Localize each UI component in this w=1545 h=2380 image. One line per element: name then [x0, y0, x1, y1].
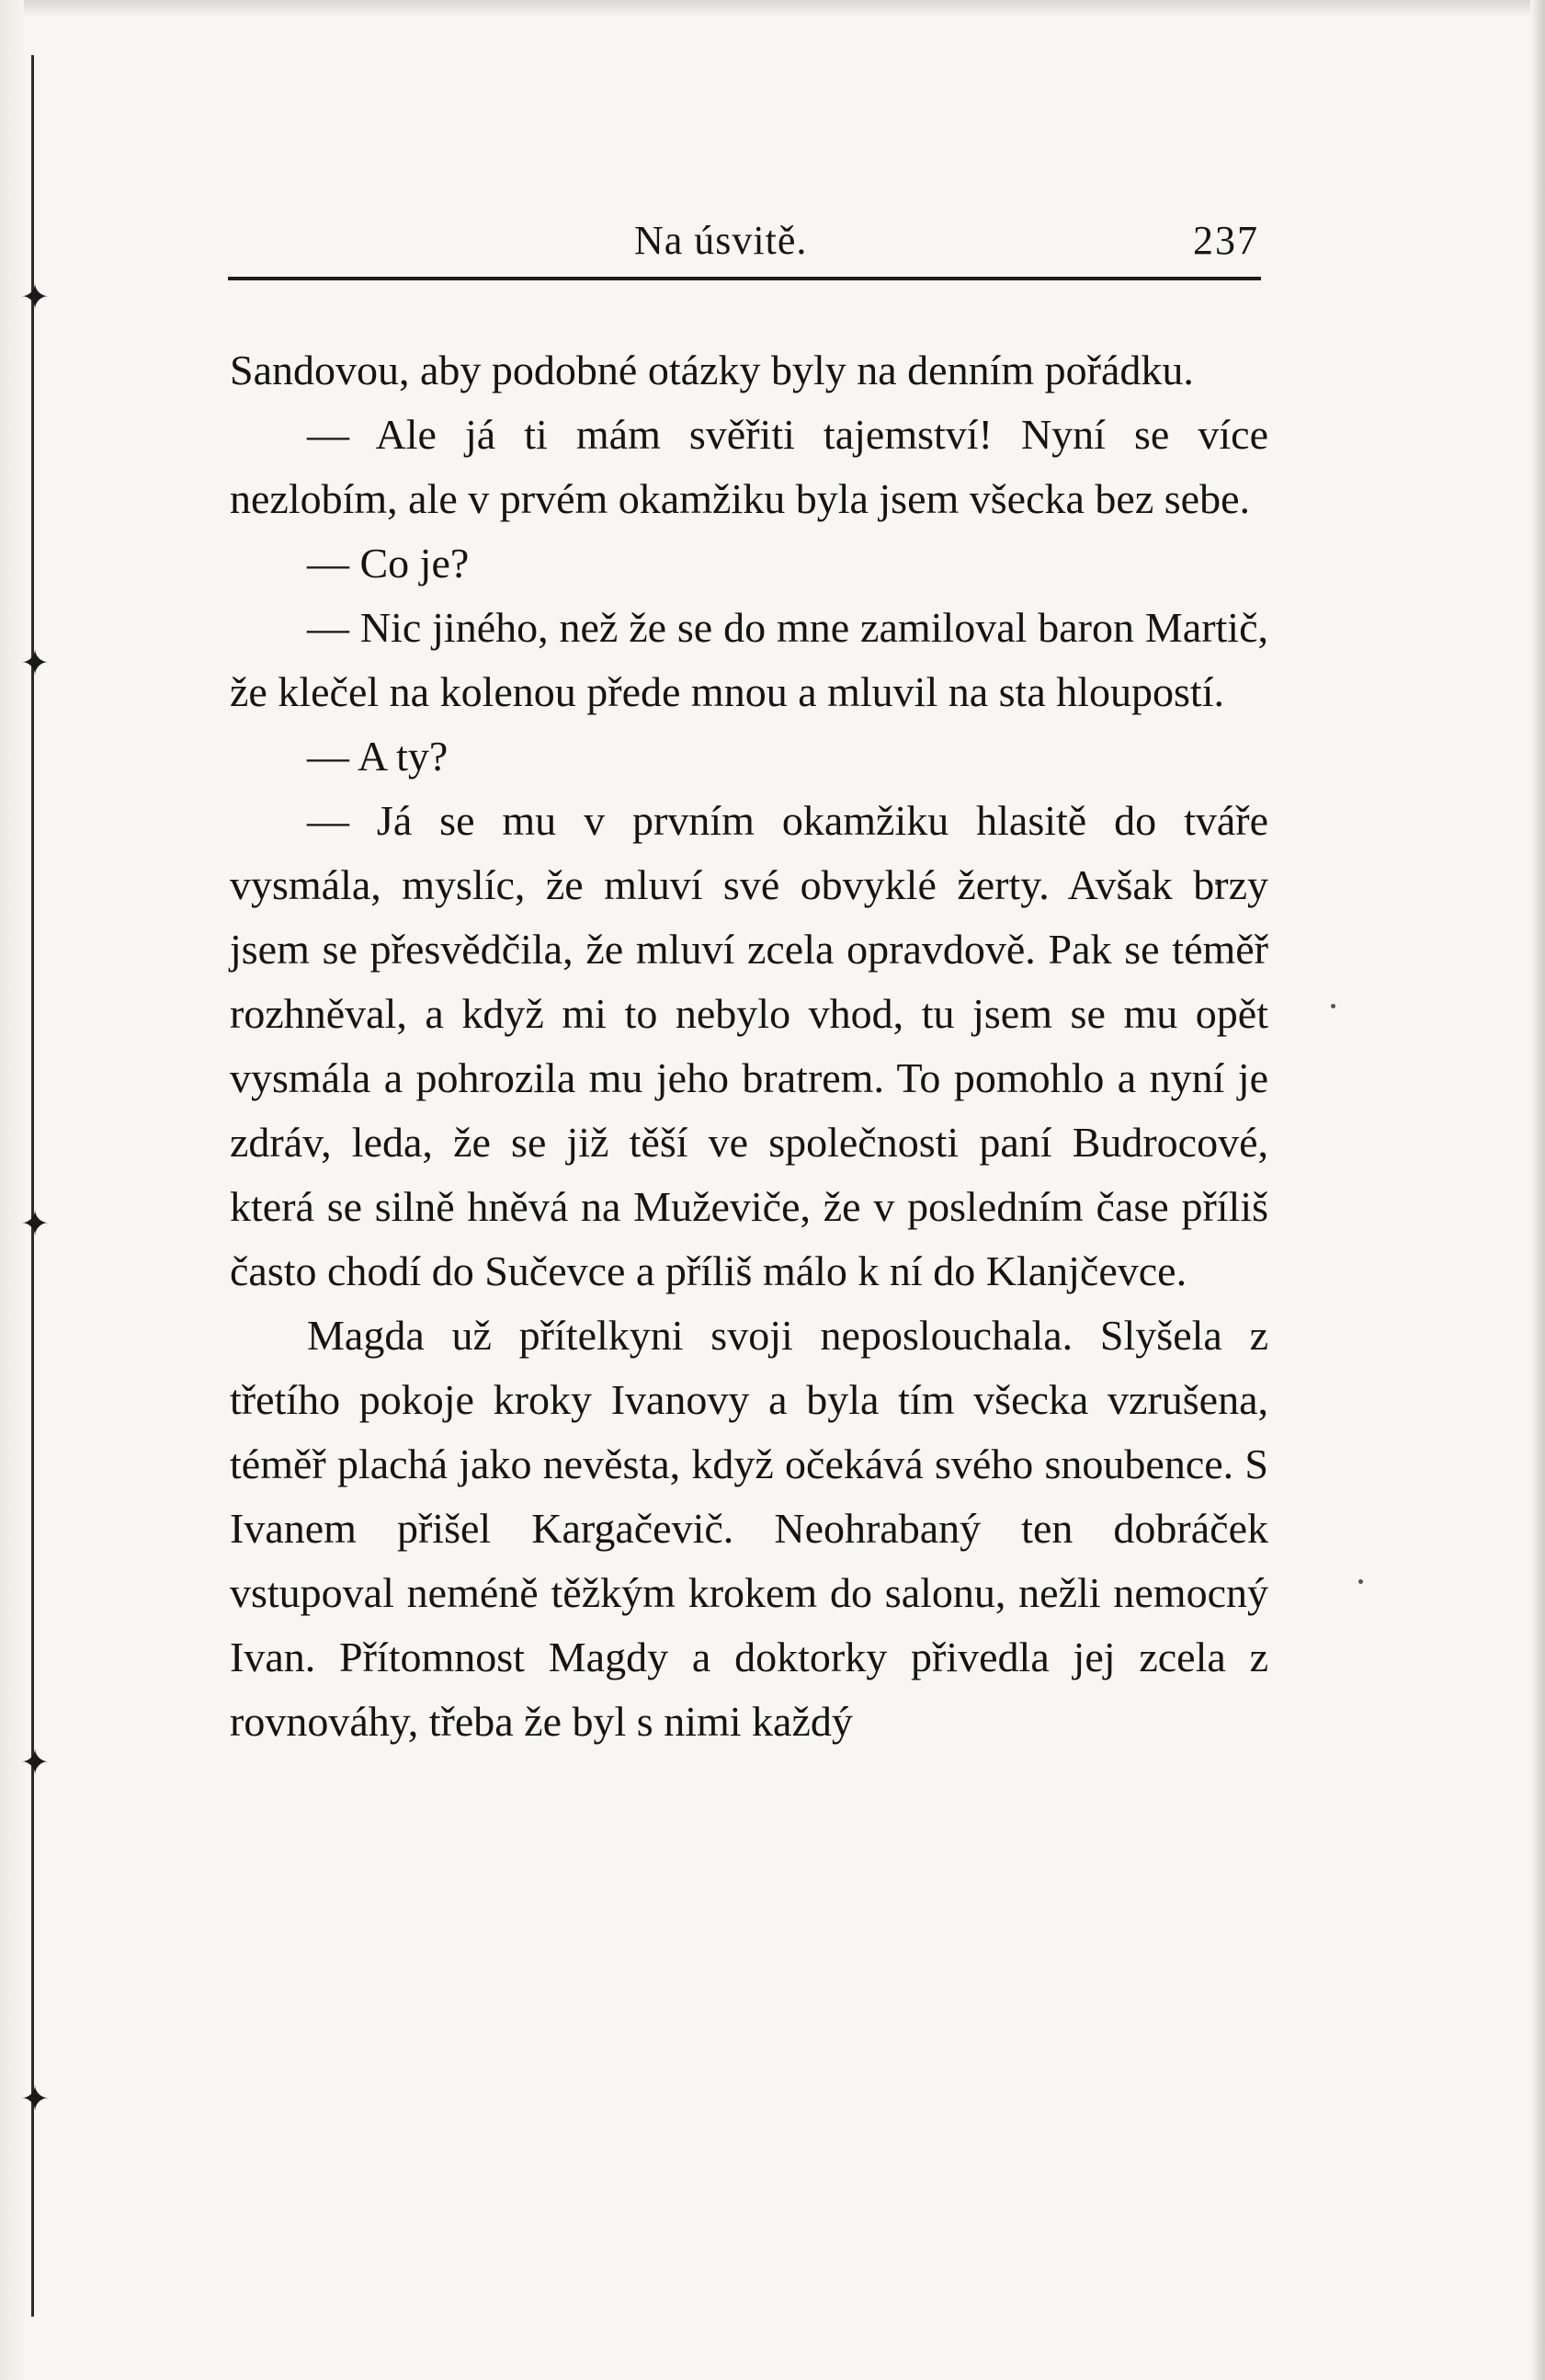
paragraph: — Nic jiného, než že se do mne zamiloval baron Martič, že klečel na kolenou přede mnou a mluvil na sta hloupostí.	[230, 604, 1268, 715]
running-title: Na úsvitě.	[634, 218, 808, 263]
margin-mark-icon: ✦	[20, 1203, 50, 1244]
margin-mark-icon: ✦	[20, 643, 50, 683]
header-rule	[228, 277, 1261, 280]
margin-mark-icon: ✦	[20, 1742, 50, 1782]
running-header	[230, 210, 1259, 276]
margin-mark-icon: ✦	[20, 277, 50, 317]
body-text	[230, 338, 1268, 1754]
page-right-edge	[1530, 0, 1545, 2380]
binding-line	[31, 55, 34, 2317]
paper-speck	[1331, 1004, 1335, 1008]
binding-edge	[0, 0, 24, 2380]
paragraph: Magda už přítelkyni svoji neposlouchala. Slyšela z třetího pokoje kroky Ivanovy a byla tím všecka vzrušena, téměř plachá jako nevěsta, když očekává svého snoubence. S Ivanem přišel Kargačevič. Neohrabaný ten dobráček vstupoval neméně těžkým krokem do salonu, nežli nemocný Ivan. Přítomnost Magdy a doktorky přivedla jej zcela z rovnováhy, třeba že byl s nimi každý	[230, 1312, 1268, 1745]
paragraph: Sandovou, aby podobné otázky byly na denním pořádku.	[230, 347, 1194, 393]
paragraph: — Co je?	[307, 540, 470, 586]
page-top-edge	[0, 0, 1545, 17]
paragraph: — Já se mu v prvním okamžiku hlasitě do tváře vysmála, myslíc, že mluví své obvyklé žerty. Avšak brzy jsem se přesvědčila, že mluví zcela opravdově. Pak se téměř rozhněval, a když mi to nebylo vhod, tu jsem se mu opět vysmála a pohrozila mu jeho bratrem. To pomohlo a nyní je zdráv, leda, že se již těší ve společnosti paní Budrocové, která se silně hněvá na Muževiče, že v posledním čase příliš často chodí do Sučevce a příliš málo k ní do Klanjčevce.	[230, 797, 1268, 1294]
paragraph: — Ale já ti mám svěřiti tajemství! Nyní se více nezlobím, ale v prvém okamžiku byla jsem všecka bez sebe.	[230, 411, 1268, 522]
margin-mark-icon: ✦	[20, 2078, 50, 2119]
page-number: 237	[1193, 218, 1259, 263]
paper-speck	[1358, 1579, 1363, 1584]
paragraph: — A ty?	[307, 733, 449, 780]
